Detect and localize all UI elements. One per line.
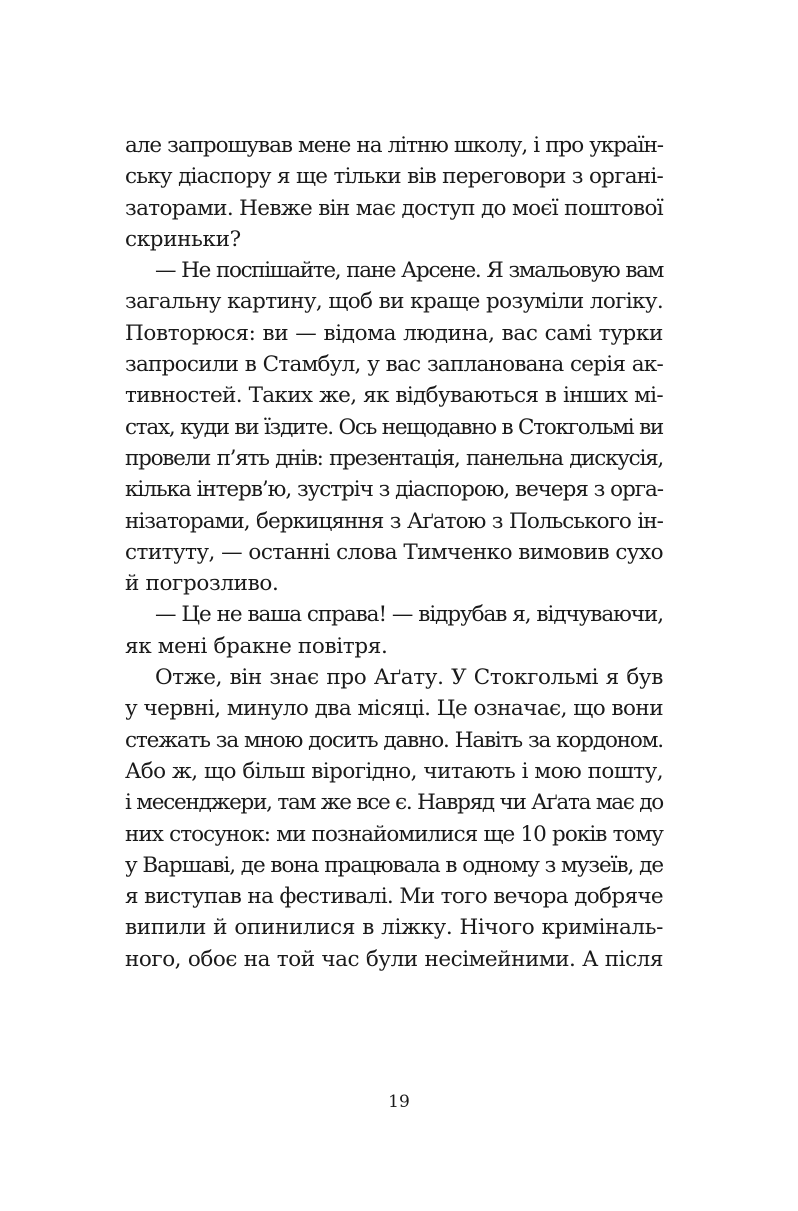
body-text (125, 130, 663, 975)
text-line: — Це не ваша справа! — відрубав я, відчуваючи, (155, 602, 663, 628)
text-line: провели п’ять днів: презентація, панельна дискусія, (125, 445, 663, 471)
text-line: у Варшаві, де вона працювала в одному з музеїв, де (125, 852, 663, 878)
text-line: скриньки? (125, 226, 241, 252)
text-line: стах, куди ви їздите. Ось нещодавно в Стокгольмі ви (125, 414, 663, 440)
text-line: загальну картину, щоб ви краще розуміли логіку. (125, 289, 663, 315)
text-line: Отже, він знає про Аґату. У Стокгольмі я був (155, 665, 663, 691)
text-line: випили й опинилися в ліжку. Нічого криміналь- (125, 915, 663, 941)
text-line: у червні, минуло два місяці. Це означає, що вони (125, 696, 663, 722)
page-number: 19 (388, 1092, 410, 1112)
text-line: ного, обоє на той час були несімейними. А після (125, 946, 663, 972)
text-line: запросили в Стамбул, у вас запланована серія ак- (125, 352, 663, 378)
text-line: них стосунок: ми познайомилися ще 10 років тому (125, 821, 663, 847)
text-line: стежать за мною досить давно. Навіть за кордоном. (125, 727, 663, 753)
text-line: заторами. Невже він має доступ до моєї поштової (125, 195, 664, 221)
text-line: Повторюся: ви — відома людина, вас самі турки (125, 320, 663, 346)
text-line: як мені бракне повітря. (125, 633, 388, 659)
text-line: ську діаспору я ще тільки вів переговори з органі- (125, 164, 663, 190)
text-line: я виступав на фестивалі. Ми того вечора добряче (125, 884, 663, 910)
text-line: кілька інтерв’ю, зустріч з діаспорою, вечеря з орга- (125, 477, 663, 503)
text-line: Або ж, що більш вірогідно, читають і мою пошту, (125, 758, 663, 784)
text-line: — Не поспішайте, пане Арсене. Я змальовую вам (155, 258, 663, 284)
text-line: але запрошував мене на літню школу, і про україн- (125, 133, 663, 158)
text-line: і месенджери, там же все є. Навряд чи Аґата має до (125, 790, 663, 816)
text-line: ституту, — останні слова Тимченко вимовив сухо (125, 539, 663, 565)
text-line: тивностей. Таких же, як відбуваються в інших мі- (125, 383, 663, 409)
text-line: нізаторами, беркицяння з Аґатою з Польського ін- (125, 508, 663, 534)
text-line: й погрозливо. (125, 571, 279, 597)
